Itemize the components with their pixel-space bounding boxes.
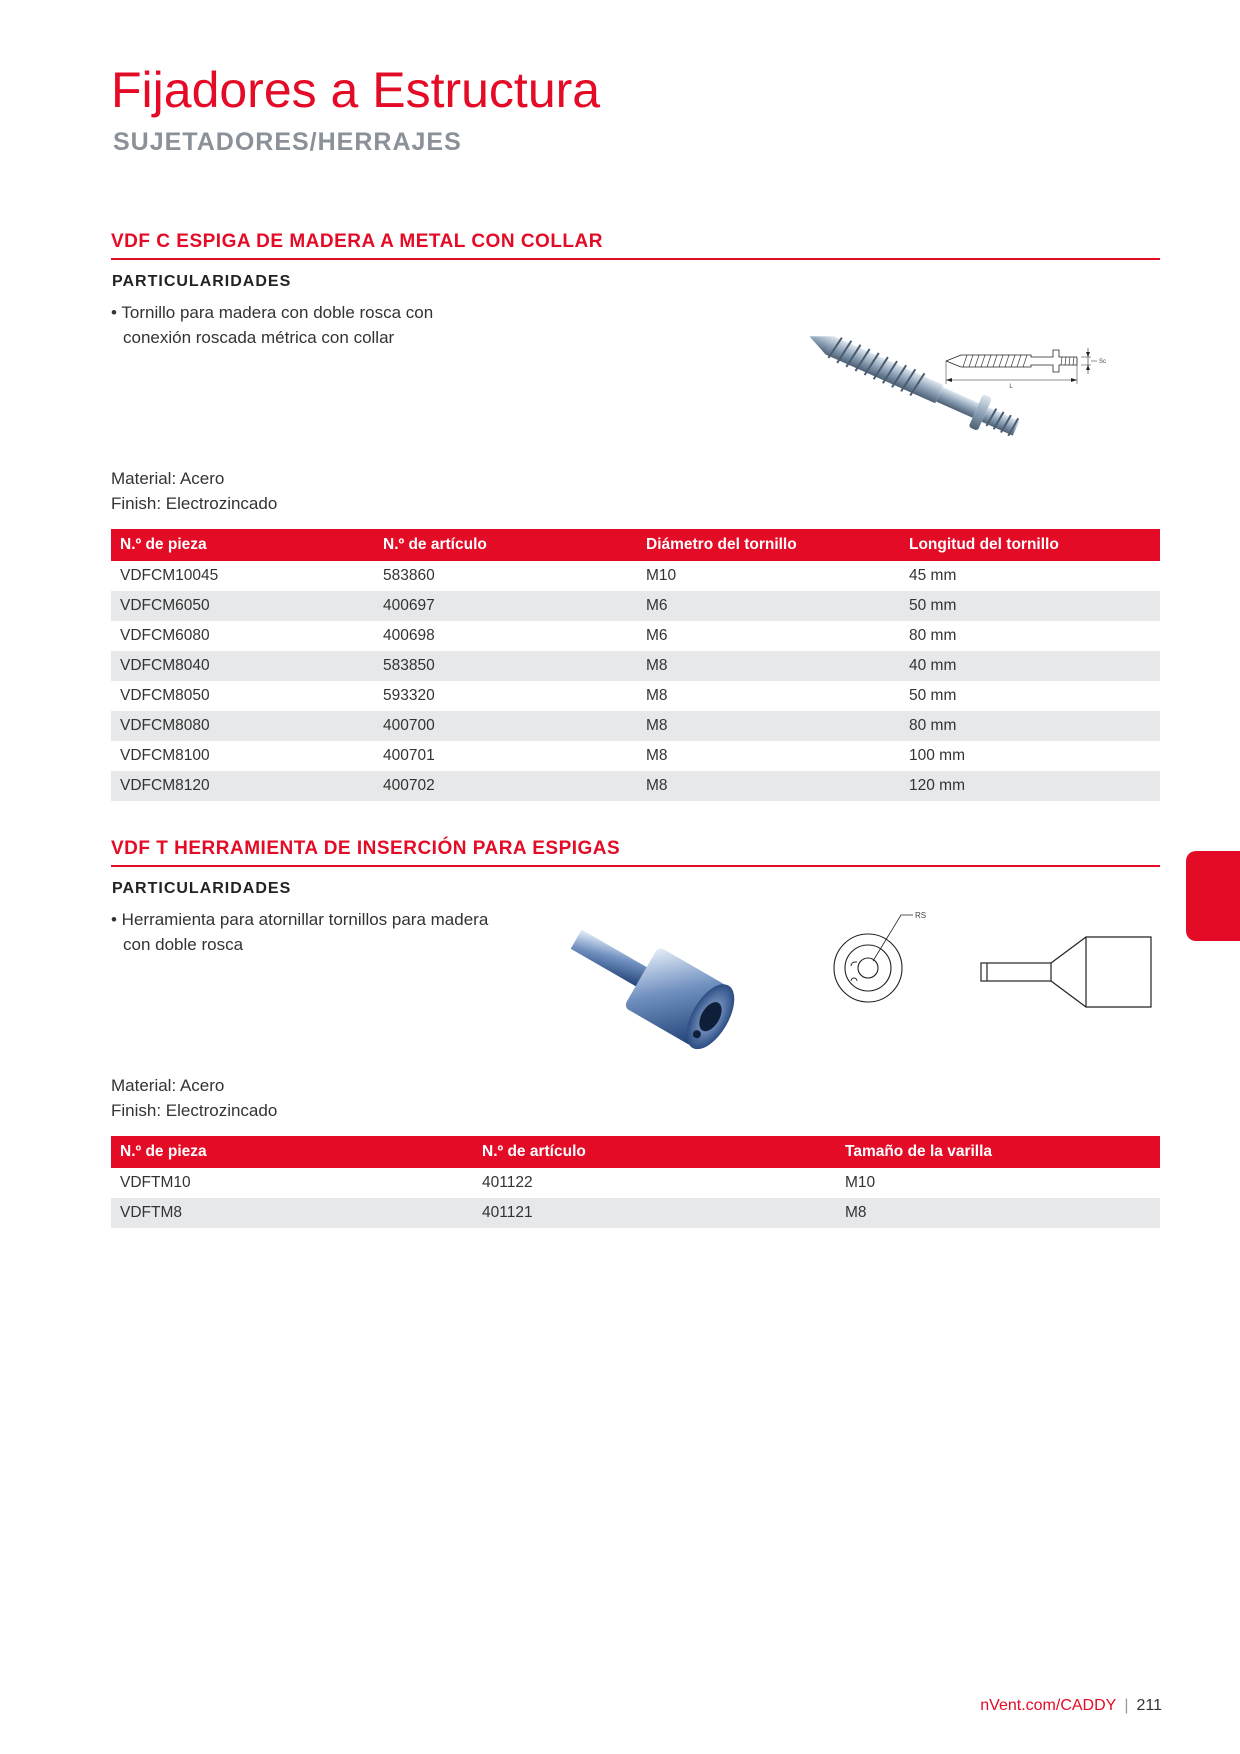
table-cell: 80 mm [909,627,957,644]
footer-url: nVent.com/CADDY [980,1697,1117,1714]
column-header: Longitud del tornillo [900,529,1160,561]
dim-length-label: L [1009,384,1013,390]
page-subtitle: SUJETADORES/HERRAJES [113,128,462,156]
table-cell: M10 [646,567,677,584]
table-cell: 80 mm [900,711,1160,741]
table-cell: 120 mm [900,771,1160,801]
chapter-tab [1186,851,1240,941]
table-cell: 593320 [383,687,435,704]
table-cell: M6 [646,627,668,644]
table-row [111,591,1160,621]
table-row [111,681,1160,711]
column-header: Tamaño de la varilla [836,1136,1160,1168]
tool-side-view-drawing [971,933,1161,1013]
table-cell: 400698 [383,627,435,644]
table-row [111,771,1160,801]
table-cell: 583860 [383,567,435,584]
table-row [111,711,1160,741]
table-cell: 400697 [374,591,637,621]
table-cell: 400701 [383,747,435,764]
table-cell: M8 [637,651,900,681]
table-cell: VDFCM8050 [120,687,210,704]
column-header: N.º de pieza [111,529,374,561]
table-header-row [111,1136,1160,1168]
page-number: 211 [1136,1697,1162,1714]
page-footer [980,1697,1162,1715]
section-vdf-t [111,838,1160,1238]
spec-table [111,1136,1160,1228]
finish-text: Finish: Electrozincado [111,494,278,513]
table-cell: VDFCM8120 [111,771,374,801]
table-cell: VDFCM6050 [111,591,374,621]
feature-bullet: • Tornillo para madera con doble rosca con conexión roscada métrica con collar [111,303,434,347]
column-header: N.º de artículo [473,1136,836,1168]
section-heading: VDF C ESPIGA DE MADERA A METAL CON COLLAR [111,231,1160,260]
feature-bullet: • Herramienta para atornillar tornillos para madera con doble rosca [111,910,489,954]
finish-text: Finish: Electrozincado [111,1101,278,1120]
spec-table [111,529,1160,801]
section-heading: VDF T HERRAMIENTA DE INSERCIÓN PARA ESPIGAS [111,838,1160,867]
table-row [111,741,1160,771]
section-vdf-c [111,231,1160,806]
column-header: N.º de pieza [111,1136,473,1168]
table-cell: 50 mm [909,687,957,704]
page-title: Fijadores a Estructura [111,62,601,118]
material-text: Material: Acero [111,469,225,488]
table-cell: M8 [646,747,668,764]
table-cell: VDFCM8080 [111,711,374,741]
table-cell: M10 [845,1174,876,1191]
dim-thread-label: Sc [1099,359,1107,365]
column-header: N.º de artículo [374,529,637,561]
table-cell: M8 [637,771,900,801]
table-cell: M6 [637,591,900,621]
table-cell: 401122 [482,1174,533,1191]
table-row [111,651,1160,681]
table-cell: VDFTM10 [120,1174,191,1191]
table-cell: 400702 [374,771,637,801]
table-header-row [111,529,1160,561]
table-cell: M8 [836,1198,1160,1228]
table-cell: 401121 [473,1198,836,1228]
table-cell: VDFCM6080 [120,627,210,644]
table-cell: 50 mm [900,591,1160,621]
material-text: Material: Acero [111,1076,225,1095]
features-heading: PARTICULARIDADES [112,880,292,897]
screw-dimension-drawing [941,336,1151,396]
table-cell: M8 [637,711,900,741]
table-row [111,1168,1160,1198]
table-cell: 583850 [374,651,637,681]
column-header: Diámetro del tornillo [637,529,900,561]
insertion-tool-photo [541,913,771,1068]
rod-size-label: RS [915,911,927,920]
table-cell: VDFCM10045 [120,567,219,584]
tool-end-view-drawing [811,903,951,1013]
table-cell: VDFCM8040 [111,651,374,681]
table-cell: 45 mm [909,567,957,584]
table-cell: VDFTM8 [111,1198,473,1228]
footer-separator: | [1124,1697,1129,1714]
table-cell: 400700 [374,711,637,741]
table-cell: M8 [646,687,668,704]
table-row [111,561,1160,591]
table-row [111,1198,1160,1228]
features-heading: PARTICULARIDADES [112,273,292,290]
table-row [111,621,1160,651]
table-cell: 100 mm [909,747,965,764]
table-cell: 40 mm [900,651,1160,681]
table-cell: VDFCM8100 [120,747,210,764]
